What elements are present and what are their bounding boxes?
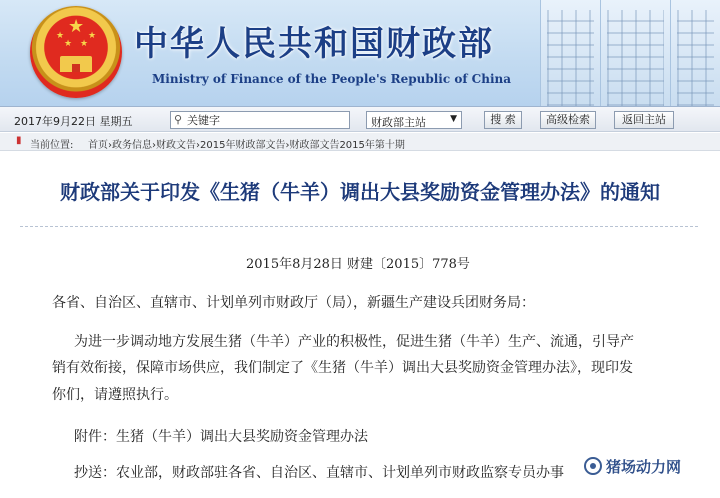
building-decoration [670, 0, 720, 106]
site-header-banner [0, 0, 720, 106]
recipients-line: 各省、自治区、直辖市、计划单列市财政厅（局），新疆生产建设兵团财务局： [52, 295, 535, 311]
breadcrumb-label: 当前位置: [30, 140, 74, 151]
magnifier-icon: ⚲ [174, 113, 183, 126]
watermark [584, 456, 681, 480]
document-date-number: 2015年8月28日 财建〔2015〕778号 [246, 257, 470, 272]
current-date: 2017年9月22日 星期五 [14, 115, 133, 128]
cc-line: 抄送：农业部，财政部驻各省、自治区、直辖市、计划单列市财政监察专员办事 [74, 465, 564, 481]
search-button[interactable]: 搜 索 [484, 111, 522, 129]
attachment-line: 附件：生猪（牛羊）调出大县奖励资金管理办法 [74, 429, 368, 445]
search-scope-select[interactable] [366, 111, 462, 129]
paragraph-line: 你们，请遵照执行。 [52, 387, 178, 403]
dropdown-arrow-icon: ▼ [450, 114, 457, 124]
watermark-text: 猪场动力网 [606, 458, 682, 476]
building-decoration [600, 0, 670, 106]
site-title: 中华人民共和国财政部 [134, 24, 494, 64]
search-scope-value: 财政部主站 [371, 116, 426, 129]
toolbar [0, 106, 720, 132]
paragraph-line: 为进一步调动地方发展生猪（牛羊）产业的积极性，促进生猪（牛羊）生产、流通，引导产 [74, 334, 634, 350]
title-divider [20, 226, 700, 227]
search-box[interactable] [170, 111, 350, 129]
advanced-search-button[interactable]: 高级检索 [540, 111, 596, 129]
breadcrumb-trail[interactable]: 首页›政务信息›财政文告›2015年财政部文告›财政部文告2015年第十期 [88, 140, 405, 151]
breadcrumb [0, 133, 720, 151]
article-title: 财政部关于印发《生猪（牛羊）调出大县奖励资金管理办法》的通知 [60, 180, 660, 204]
return-home-button[interactable]: 返回主站 [614, 111, 674, 129]
building-decoration [540, 0, 600, 106]
location-pin-icon: ▮ [16, 135, 22, 146]
search-input[interactable] [187, 113, 347, 127]
national-emblem-icon[interactable]: ★ ★ ★ ★ ★ [30, 6, 122, 98]
wechat-logo-icon [584, 457, 602, 475]
paragraph-line: 销有效衔接，保障市场供应，我们制定了《生猪（牛羊）调出大县奖励资金管理办法》，现印发 [52, 360, 633, 376]
site-subtitle: Ministry of Finance of the People's Republic of China [152, 72, 512, 86]
